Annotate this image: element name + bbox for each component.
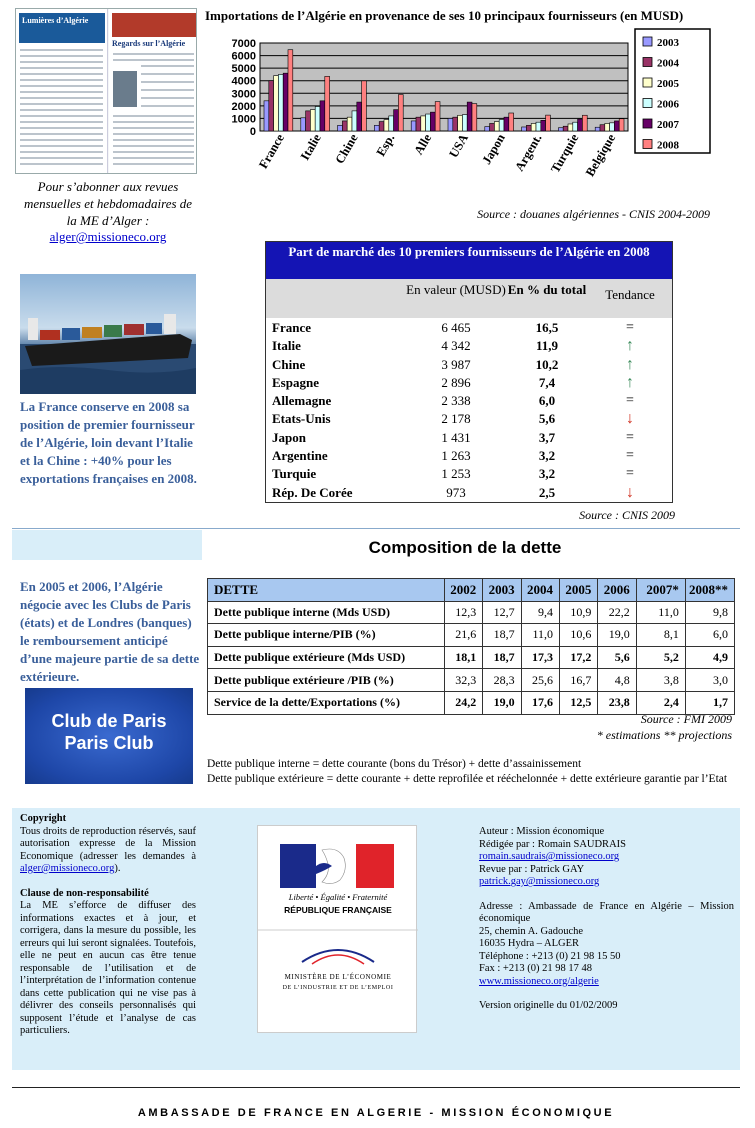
debt-value-cell: 12,7 xyxy=(483,601,521,624)
bottom-rule xyxy=(12,1087,740,1088)
bar xyxy=(462,115,467,131)
debt-value-cell: 1,7 xyxy=(685,691,734,714)
bar xyxy=(278,74,283,131)
y-tick-label: 4000 xyxy=(231,75,256,88)
debt-value-cell: 11,0 xyxy=(521,624,559,647)
legend-label: 2006 xyxy=(657,98,679,111)
city-line: 16035 Hydra – ALGER xyxy=(479,938,580,949)
trend-cell: = xyxy=(626,448,634,464)
logo-republic: RÉPUBLIQUE FRANÇAISE xyxy=(284,905,392,915)
bar xyxy=(416,117,421,131)
x-tick-label: Argent. xyxy=(512,131,545,174)
debt-value-cell: 3,0 xyxy=(685,669,734,692)
country-cell: France xyxy=(272,320,311,335)
imports-bar-chart xyxy=(205,25,750,207)
bar xyxy=(485,127,490,131)
debt-row xyxy=(208,669,735,692)
y-tick-label: 3000 xyxy=(231,88,256,101)
version-line: Version originelle du 01/02/2009 xyxy=(479,1000,618,1011)
bar xyxy=(494,122,499,131)
section-divider xyxy=(12,528,740,529)
reviewed-by-line: Revue par : Patrick GAY xyxy=(479,863,585,875)
debt-row xyxy=(208,646,735,669)
france-summary-text: La France conserve en 2008 sa position de premier fournisseur de l’Algérie, loin devant l’Italie et la Chine : +40% pour les exportations françaises en 2008. xyxy=(20,399,197,486)
debt-row-label: Dette publique extérieure /PIB (%) xyxy=(208,669,445,692)
trend-cell: ↑ xyxy=(626,337,634,355)
country-cell: Turquie xyxy=(272,466,317,482)
bar xyxy=(573,122,578,131)
market-share-title: Part de marché des 10 premiers fournisseurs de l’Algérie en 2008 xyxy=(266,242,672,279)
pct-cell: 3,2 xyxy=(538,466,556,482)
debt-value-cell: 23,8 xyxy=(598,691,636,714)
debt-value-cell: 17,2 xyxy=(560,646,598,669)
bar xyxy=(352,111,357,131)
legend-label: 2003 xyxy=(657,37,679,49)
bar xyxy=(490,123,495,131)
debt-value-cell: 28,3 xyxy=(483,669,521,692)
footer-legal xyxy=(20,813,196,1038)
debt-value-cell: 12,5 xyxy=(560,691,598,714)
col-trend-header: Tendance xyxy=(605,287,655,302)
debt-row xyxy=(208,601,735,624)
pct-cell: 2,5 xyxy=(538,484,556,500)
trend-cell: = xyxy=(626,393,634,409)
debt-header-cell: 2002 xyxy=(444,579,482,602)
debt-value-cell: 21,6 xyxy=(444,624,482,647)
debt-row-label: Service de la dette/Exportations (%) xyxy=(208,691,445,714)
trend-cell: ↑ xyxy=(626,373,634,391)
magazine-left-page xyxy=(16,9,108,174)
address-line: Adresse : Ambassade de France en Algérie – Mission économique xyxy=(479,900,734,924)
x-tick-label: Chine xyxy=(332,131,361,167)
market-share-row xyxy=(266,484,672,502)
debt-value-cell: 4,8 xyxy=(598,669,636,692)
debt-row-label: Dette publique extérieure (Mds USD) xyxy=(208,646,445,669)
pct-cell: 3,2 xyxy=(538,448,556,464)
country-cell: Italie xyxy=(272,338,301,354)
country-cell: Japon xyxy=(272,429,306,445)
debt-header-cell: 2008** xyxy=(685,579,734,602)
value-cell: 1 253 xyxy=(441,466,471,482)
value-cell: 973 xyxy=(446,484,466,500)
trend-cell: = xyxy=(626,320,634,335)
debt-section-title: Composition de la dette xyxy=(368,538,562,557)
bar xyxy=(563,126,568,131)
magazine-title-left: Lumières d’Algérie xyxy=(19,13,105,43)
bar xyxy=(320,101,325,131)
bar xyxy=(347,117,352,131)
reviewed-email-link[interactable]: patrick.gay@missioneco.org xyxy=(479,876,600,887)
bar xyxy=(325,76,330,131)
value-cell: 6 465 xyxy=(441,320,471,335)
legend-swatch xyxy=(643,140,652,149)
marianne-logo xyxy=(258,826,418,1034)
col-value-header: En valeur (MUSD) xyxy=(406,282,506,297)
trend-cell: ↓ xyxy=(626,410,634,428)
bar xyxy=(362,81,367,131)
market-share-row xyxy=(266,465,672,483)
fax-line: Fax : +213 (0) 21 98 17 48 xyxy=(479,963,592,974)
bar xyxy=(398,95,403,131)
author-line: Auteur : Mission économique xyxy=(479,826,605,837)
bar xyxy=(374,125,379,131)
pct-cell: 5,6 xyxy=(538,411,556,427)
value-cell: 2 178 xyxy=(441,411,471,427)
bottom-banner: AMBASSADE DE FRANCE EN ALGERIE - MISSION ÉCONOMIQUE xyxy=(137,1107,615,1119)
market-share-row xyxy=(266,447,672,465)
bar xyxy=(315,106,320,131)
debt-value-cell: 12,3 xyxy=(444,601,482,624)
bar xyxy=(384,120,389,131)
value-cell: 3 987 xyxy=(441,356,471,372)
written-email-link[interactable]: romain.saudrais@missioneco.org xyxy=(479,851,620,862)
debt-value-cell: 17,6 xyxy=(521,691,559,714)
y-tick-label: 2000 xyxy=(231,100,256,113)
country-cell: Chine xyxy=(272,356,306,372)
section-band xyxy=(12,530,202,560)
debt-value-cell: 2,4 xyxy=(636,691,685,714)
x-tick-label: Belgique xyxy=(582,131,619,179)
bar xyxy=(421,116,426,131)
bar xyxy=(458,115,463,131)
x-tick-label: France xyxy=(256,131,287,171)
club-line-2: Paris Club xyxy=(64,733,154,753)
copyright-title: Copyright xyxy=(20,813,67,824)
bar xyxy=(306,111,311,131)
bar xyxy=(595,127,600,131)
debt-header-cell: DETTE xyxy=(208,579,445,602)
bar xyxy=(264,101,269,131)
market-share-row xyxy=(266,429,672,447)
bar xyxy=(310,110,315,131)
bar xyxy=(394,110,399,131)
bar xyxy=(411,121,416,131)
chart-title: Importations de l’Algérie en provenance de ses 10 principaux fournisseurs (en MUSD) xyxy=(205,8,684,23)
debt-value-cell: 25,6 xyxy=(521,669,559,692)
bar xyxy=(526,125,531,131)
market-share-header xyxy=(266,279,672,318)
bar xyxy=(619,119,624,131)
x-tick-label: Italie xyxy=(297,131,324,163)
debt-value-cell: 5,2 xyxy=(636,646,685,669)
legend-swatch xyxy=(643,78,652,87)
bar xyxy=(301,118,306,131)
bar xyxy=(509,113,514,131)
bar xyxy=(448,118,453,131)
legend-swatch xyxy=(643,99,652,108)
bar xyxy=(522,127,527,131)
debt-value-cell: 24,2 xyxy=(444,691,482,714)
logo-motto: Liberté • Égalité • Fraternité xyxy=(288,892,388,902)
bar xyxy=(453,117,458,131)
market-share-row xyxy=(266,374,672,392)
x-tick-label: Alle xyxy=(411,131,435,158)
bar xyxy=(504,117,509,131)
bar xyxy=(389,116,394,131)
bar xyxy=(426,114,431,131)
debt-source xyxy=(470,711,732,743)
bar xyxy=(283,73,288,131)
market-share-row xyxy=(266,337,672,355)
bar xyxy=(472,104,477,131)
x-tick-label: USA xyxy=(446,131,471,161)
y-tick-label: 7000 xyxy=(231,38,256,50)
debt-value-cell: 11,0 xyxy=(636,601,685,624)
trend-cell: ↑ xyxy=(626,355,634,373)
subscribe-email-link[interactable]: alger@missioneco.org xyxy=(49,229,167,244)
debt-header-cell: 2007* xyxy=(636,579,685,602)
bar xyxy=(379,122,384,131)
debt-note-line: * estimations ** projections xyxy=(596,728,732,742)
pct-cell: 11,9 xyxy=(535,338,559,354)
written-by-line: Rédigée par : Romain SAUDRAIS xyxy=(479,838,626,850)
value-cell: 2 896 xyxy=(441,374,471,390)
y-tick-label: 0 xyxy=(249,126,256,138)
bar xyxy=(546,115,551,131)
debt-definitions xyxy=(207,757,731,787)
subscribe-text: Pour s’abonner aux revues mensuelles et hebdomadaires de la ME d’Alger : xyxy=(23,179,193,228)
debt-value-cell: 6,0 xyxy=(685,624,734,647)
bar xyxy=(614,121,619,131)
y-tick-label: 5000 xyxy=(231,63,256,76)
debt-value-cell: 4,9 xyxy=(685,646,734,669)
debt-value-cell: 5,6 xyxy=(598,646,636,669)
debt-value-cell: 17,3 xyxy=(521,646,559,669)
debt-summary-text: En 2005 et 2006, l’Algérie négocie avec les Clubs de Paris (états) et de Londres (banques) le remboursement anticipé d’une majeure partie de sa dette extérieure. xyxy=(20,579,200,684)
debt-row-label: Dette publique interne/PIB (%) xyxy=(208,624,445,647)
pct-cell: 6,0 xyxy=(538,393,556,409)
magazine-right-page xyxy=(109,9,197,174)
value-cell: 4 342 xyxy=(441,338,471,354)
bar xyxy=(430,112,435,131)
bar xyxy=(568,124,573,131)
bar xyxy=(600,125,605,131)
debt-header-cell: 2006 xyxy=(598,579,636,602)
trend-cell: = xyxy=(626,466,634,482)
trend-cell: ↓ xyxy=(626,483,634,501)
bar xyxy=(578,119,583,131)
debt-value-cell: 16,7 xyxy=(560,669,598,692)
legend-label: 2005 xyxy=(657,78,679,90)
phone-line: Téléphone : +213 (0) 21 98 15 50 xyxy=(479,950,621,962)
bar xyxy=(558,128,563,131)
bar xyxy=(531,123,536,131)
legend-swatch xyxy=(643,58,652,67)
debt-header-cell: 2003 xyxy=(483,579,521,602)
pct-cell: 16,5 xyxy=(535,320,559,335)
logo-ministry-1: MINISTÈRE DE L’ÉCONOMIE xyxy=(284,973,392,981)
logo-ministry-2: DE L’INDUSTRIE ET DE L’EMPLOI xyxy=(282,985,394,991)
debt-value-cell: 10,9 xyxy=(560,601,598,624)
debt-header-cell: 2005 xyxy=(560,579,598,602)
pct-cell: 10,2 xyxy=(535,356,559,372)
government-logos xyxy=(257,825,417,1033)
country-cell: Espagne xyxy=(272,374,319,390)
country-cell: Rép. De Corée xyxy=(272,484,353,500)
street-line: 25, chemin A. Gadouche xyxy=(479,925,584,937)
x-tick-label: Turquie xyxy=(548,131,582,176)
definition-internal: Dette publique interne = dette courante (bons du Trésor) + dette d’assainissement xyxy=(207,758,582,770)
copyright-end: ). xyxy=(114,863,121,874)
col-pct-header: En % du total xyxy=(507,282,587,297)
cargo-ship-photo xyxy=(20,274,196,394)
copyright-text: Tous droits de reproduction réservés, sauf autorisation expresse de la Mission Economique (adresser les demandes à xyxy=(20,825,196,862)
legend-swatch xyxy=(643,119,652,128)
debt-table xyxy=(207,578,735,715)
legend-label: 2007 xyxy=(657,119,679,131)
debt-value-cell: 19,0 xyxy=(598,624,636,647)
clause-text: La ME s’efforce de diffuser des informations exactes et à jour, et corrigera, dans la mesure du possible, les erreurs qui lui seront signalées. Toutefois, elle ne peut en aucun cas être tenue responsable de l’utilisation et de l’interprétation de l’information contenue dans cette publication qui ne vise pas à délivrer des conseils personnalisés qui supposent l’étude et l’analyse de cas particuliers. xyxy=(20,900,196,1036)
club-line-1: Club de Paris xyxy=(51,711,167,731)
debt-row xyxy=(208,624,735,647)
x-tick-label: Japon xyxy=(479,131,508,167)
bar xyxy=(605,123,610,131)
bar xyxy=(435,102,440,131)
bar xyxy=(342,121,347,131)
market-share-row xyxy=(266,392,672,410)
bar xyxy=(467,102,472,131)
debt-value-cell: 3,8 xyxy=(636,669,685,692)
magazine-title-right: Regards sur l’Algérie xyxy=(112,39,186,48)
footer-contacts xyxy=(479,826,734,1013)
debt-value-cell: 9,8 xyxy=(685,601,734,624)
bar xyxy=(582,115,587,131)
bar xyxy=(288,50,293,131)
pct-cell: 7,4 xyxy=(538,374,556,390)
value-cell: 1 263 xyxy=(441,448,471,464)
debt-value-cell: 18,7 xyxy=(483,624,521,647)
market-share-body xyxy=(266,318,672,502)
market-share-row xyxy=(266,410,672,428)
bar xyxy=(541,120,546,131)
legend-swatch xyxy=(643,37,652,46)
y-tick-label: 1000 xyxy=(231,113,256,126)
legend-label: 2008 xyxy=(657,139,679,152)
bar xyxy=(499,120,504,131)
bar xyxy=(357,102,362,131)
country-cell: Etats-Unis xyxy=(272,411,331,427)
bar xyxy=(338,125,343,131)
paris-club-logo xyxy=(25,688,193,784)
trend-cell: = xyxy=(626,429,634,445)
website-link[interactable]: www.missioneco.org/algerie xyxy=(479,975,599,987)
value-cell: 2 338 xyxy=(441,393,471,409)
bar xyxy=(610,123,615,131)
market-share-source: Source : CNIS 2009 xyxy=(579,508,675,522)
bar xyxy=(536,122,541,131)
pct-cell: 3,7 xyxy=(538,429,556,445)
country-cell: Argentine xyxy=(272,448,328,464)
market-share-row xyxy=(266,356,672,374)
clause-title: Clause de non-responsabilité xyxy=(20,887,149,899)
definition-external: Dette publique extérieure = dette courante + dette reprofilée et rééchelonnée + dette extérieure garantie par l’Etat xyxy=(207,773,728,785)
chart-source: Source : douanes algériennes - CNIS 2004-2009 xyxy=(477,207,710,221)
debt-header-cell: 2004 xyxy=(521,579,559,602)
debt-value-cell: 9,4 xyxy=(521,601,559,624)
legend-label: 2004 xyxy=(657,57,679,70)
debt-value-cell: 22,2 xyxy=(598,601,636,624)
debt-value-cell: 19,0 xyxy=(483,691,521,714)
magazine-cover xyxy=(15,8,197,174)
debt-value-cell: 10,6 xyxy=(560,624,598,647)
debt-value-cell: 8,1 xyxy=(636,624,685,647)
market-share-table xyxy=(265,241,673,503)
y-tick-label: 6000 xyxy=(231,50,256,63)
debt-value-cell: 18,1 xyxy=(444,646,482,669)
x-tick-label: Esp. xyxy=(373,131,398,159)
market-share-row xyxy=(266,319,672,337)
debt-header-row xyxy=(208,579,735,602)
debt-value-cell: 32,3 xyxy=(444,669,482,692)
bar xyxy=(269,81,274,131)
copyright-email-link[interactable]: alger@missioneco.org xyxy=(20,863,115,874)
debt-row-label: Dette publique interne (Mds USD) xyxy=(208,601,445,624)
value-cell: 1 431 xyxy=(441,429,471,445)
country-cell: Allemagne xyxy=(272,393,332,409)
bar xyxy=(274,76,279,131)
debt-value-cell: 18,7 xyxy=(483,646,521,669)
debt-source-line: Source : FMI 2009 xyxy=(640,712,732,726)
